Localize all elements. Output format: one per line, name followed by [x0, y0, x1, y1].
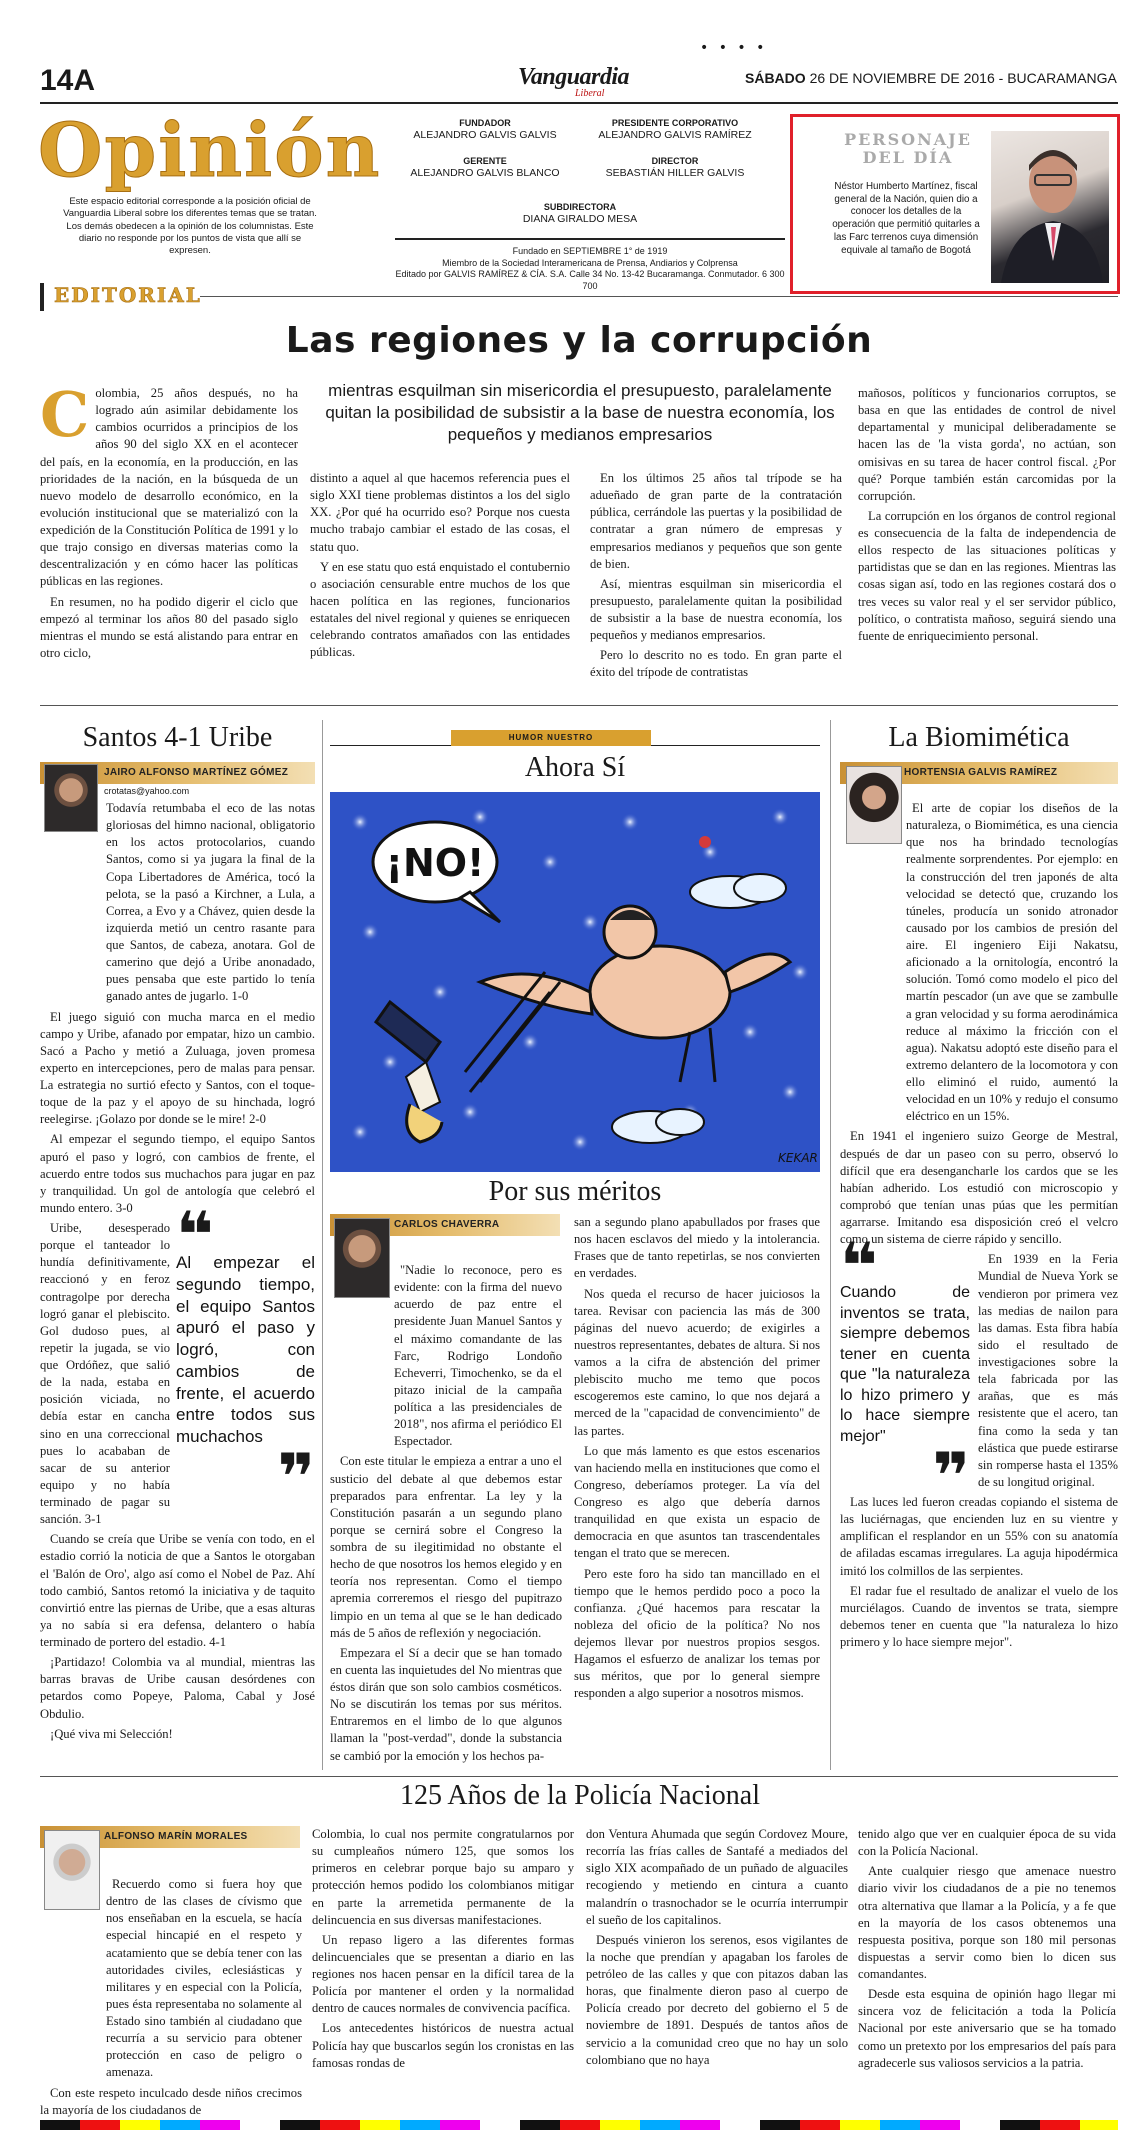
- santos-paragraph: Al empezar el segundo tiempo, el equipo Santos apuró el paso y logró, con cambios de frente, el acuerdo entre todos sus muchachos para jugar en paz y tranquilidad. Un gol de antología que celebró el mundo entero. 3-0: [40, 1132, 315, 1215]
- staff-role: SUBDIRECTORA: [543, 202, 617, 212]
- section-divider: [40, 1776, 1118, 1777]
- speech-bubble-text: ¡NO!: [385, 841, 485, 885]
- header-rule: [40, 102, 1118, 104]
- close-quote-icon: ❞: [277, 1440, 315, 1515]
- santos-paragraph: ¡Partidazo! Colombia va al mundial, mientras las barras bravas de Uribe causan desórdenes con petardos como Popeye, Paloma, Cabal y José Obdulio.: [40, 1655, 315, 1721]
- policia-paragraph: Colombia, lo cual nos permite congratularnos por su cumpleaños número 125, que somos los primeros en celebrar porque bajo su amparo y protección hemos podido los colombianos mitigar en parte la arremetida permanente de la delincuencia en sus diversas manifestaciones.: [312, 1827, 574, 1927]
- cartoon-illustration: [330, 792, 820, 1172]
- meritos-column-1: [330, 1262, 562, 1768]
- meritos-paragraph: Empezara el Sí a decir que se han tomado en cuenta las inquietudes del No mientras que éstos dirán que son solo cambios cosméticos. No se discutirán los temas por sus méritos. Entraremos en el limbo de lo que algunos llaman la "post-verdad", donde la substancia se cambió por la emoción y los hechos pa-: [330, 1645, 562, 1763]
- staff-fundador: [380, 118, 590, 142]
- santos-paragraph: Cuando se creía que Uribe se venía con todo, en el estadio corrió la noticia de que a Santos le otorgaban el 'Balón de Oro', algo así como el Nobel de Paz. Ahí todo cambió, Santos retomó la iniciativa y de taquito convirtió entre las piernas de Uribe, que a esas alturas ya no sabía si era defensa, delantero o había terminado de portero del estadio. 4-1: [40, 1532, 315, 1649]
- spark: [699, 836, 711, 848]
- staff-name: ALEJANDRO GALVIS BLANCO: [410, 167, 560, 180]
- policia-paragraph: Un repaso ligero a las diferentes formas delincuenciales que se presentan a diario en las regiones nos hacen pensar en la difícil tarea de la Policía por mantener el orden y la normalidad dentro de cauces normales de convivencia pacífica.: [312, 1932, 574, 2016]
- policia-paragraph: Después vinieron los serenos, esos vigilantes de la noche que prendían y apagaban los faroles de petróleo de las calles y que con pitazos daban las horas, que finalmente dieron paso al cuerpo de Policía creado por decreto del gobierno el 5 de noviembre de 1891. Después de tantos años de servicio a la comunidad creo que no hay un solo colombiano que no haya: [586, 1932, 848, 2067]
- santos-p4-wrap: [40, 1199, 315, 1531]
- editorial-paragraph: distinto a aquel al que hacemos referencia pues el siglo XXI tiene problemas distintos a los del siglo XX. ¿Por qué ha ocurrido eso? Porque nos cuesta mucho trabajo cambiar el estado de las cosas, el statu quo.: [310, 471, 570, 554]
- personaje-title: PERSONAJE DEL DÍA: [844, 130, 972, 167]
- editorial-rule: [200, 296, 1118, 297]
- editorial-paragraph: Pero lo descrito no es todo. En gran parte el éxito del trípode de contratistas: [590, 648, 842, 680]
- pullquote-santos: [176, 1199, 315, 1531]
- meritos-paragraph: Pero este foro ha sido tan mancillado en el tiempo que le hemos perdido poco a poco la confianza. ¿Qué hacemos para rescatar la nobleza del oficio de la política? No nos dejemos llevar por nuestros propios sesgos. Hagamos el esfuerzo de analizar los temas por sus méritos, que por lo general siempre responden a algo superior a nosotros mismos.: [574, 1566, 820, 1701]
- biomimetica-column: [840, 800, 1118, 1654]
- staff-subdirectora: [475, 202, 685, 226]
- section-title: Opinión: [38, 108, 382, 194]
- policia-paragraph: Desde esta esquina de opinión hago llegar mi sincera voz de felicitación a toda la Policía Nacional por este aniversario que se ha tomado como un pretexto por los empresarios del país para agradecerle sus valiosos servicios a la patria.: [858, 1987, 1116, 2070]
- staff-role: GERENTE: [463, 156, 507, 166]
- byline-policia: ALFONSO MARÍN MORALES: [40, 1826, 300, 1848]
- cartoon-title: Ahora Sí: [524, 752, 626, 783]
- speech-bubble: [373, 822, 500, 922]
- staff-role: PRESIDENTE CORPORATIVO: [611, 118, 739, 128]
- biomimetica-paragraph: El arte de copiar los diseños de la naturaleza, o Biomimética, es una ciencia que nos ha brindado tecnologías realmente sorprendentes. Por ejemplo: en la construcción del tren japonés de alta velocidad se detectó que, cruzando los túneles, producía un sonido atronador causado por los cambios de presión del aire. El ingeniero Eiji Nakatsu, aficionado a la ornitología, encontró la solución. Tomó como modelo el pico del martín pescador (un ave que se zambulle a gran velocidad y su forma aerodinámica reduce al máximo la fricción con el agua). Nakatsu adoptó este diseño para el extremo delantero de la locomotora y con ello eliminó el ruido, aumentó la velocidad en un 10% y redujo el consumo eléctrico en un 15%.: [906, 801, 1118, 1124]
- column-title-meritos: Por sus méritos: [488, 1176, 662, 1207]
- page-number: 14A: [40, 64, 96, 97]
- biomimetica-paragraph: El radar fue el resultado de analizar el vuelo de los murciélagos. Cuando de inventos se trata, siempre debemos tener en cuenta que "la naturaleza lo hizo primero y lo hace siempre mejor".: [840, 1583, 1118, 1649]
- pullquote-text: Al empezar el segundo tiempo, el equipo Santos apuró el paso y logró, con cambios de frente, el acuerdo entre todos sus muchachos: [176, 1253, 315, 1446]
- column-divider: [830, 720, 831, 1770]
- santos-paragraph: Uribe, desesperado porque el tanteador lo hundía definitivamente, reaccionó y en feroz contragolpe por derecha logró ganar el plebiscito. Gol dudoso pues, al repetir la jugada, se vio que Ordóñez, que salió de la nada, estaba en posición viciada, no debía estar en cancha sino en una correccional pues lo acababan de sacar de su anterior equipo y no había terminado de pagar su sanción. 3-1: [40, 1221, 170, 1527]
- paragraph-text: olombia, 25 años después, no ha logrado aún asimilar debidamente los cambios ocurridos a principios de los años 90 del siglo XX en el acontecer del país, en la economía, en la producción, en las prioridades de la nación, en la búsqueda de un nuevo modelo de desarrollo económico, en la evolución institucional que se materializó con la expedición de la Constitución Política de 1991 y lo que trajo consigo en diversas materias como la descentralización y en cómo hacer las políticas públicas en las regiones.: [40, 386, 298, 589]
- column-title-biomimetica: La Biomimética: [888, 722, 1070, 753]
- editorial-paragraph: En resumen, no ha podido digerir el ciclo que empezó al terminar los años 80 del pasado siglo mientras el mundo se está alistando para entrar en otro ciclo,: [40, 594, 298, 660]
- meritos-paragraph: Nos queda el recurso de hacer juiciosos la tarea. Revisar con paciencia las más de 300 páginas del nuevo acuerdo; de exigirles a nuestros representantes, debates de altura. Si nos vamos a la cifra de abstención del primer plebiscito mucho me temo que pocos escogeremos este camino, lo que nos dejará a merced de la "capacidad de convencimiento" de las partes.: [574, 1286, 820, 1438]
- column-title-policia: 125 Años de la Policía Nacional: [399, 1780, 761, 1811]
- pullquote-biomimetica: [840, 1230, 970, 1514]
- meritos-paragraph: Lo que más lamento es que estos escenarios van haciendo mella en instituciones que como el Congreso, deberíamos proteger. La vía del Congreso es algo que debería darnos tranquilidad en que exista un espacio de democracia en que asuntos tan trascendentales tengan el trato que se merecen.: [574, 1443, 820, 1561]
- meritos-column-2: [574, 1214, 820, 1706]
- personaje-del-dia-box: [790, 114, 1120, 294]
- policia-column-2: [312, 1826, 574, 2075]
- humor-tag: HUMOR NUESTRO: [451, 730, 651, 746]
- policia-column-1: [40, 1876, 302, 2122]
- founding-line: Fundado en SEPTIEMBRE 1° de 1919: [512, 246, 668, 256]
- biomimetica-paragraph: En 1941 el ingeniero suizo George de Mestral, después de dar un paseo con su perro, observó lo difícil que era desengancharle los cardos que se les habían adherido. Los estudió con microscopio y comprobó que tenían unas púas que les permitían agarrarse. Imitando esa disposición creó el velcro como un sistema de cierre rápido y sencillo.: [840, 1129, 1118, 1247]
- founding-info: [395, 246, 785, 293]
- staff-director: [570, 156, 780, 180]
- santos-column: [40, 800, 315, 1746]
- policia-paragraph: Con este respeto inculcado desde niños crecimos la mayoría de los ciudadanos de: [40, 2085, 302, 2117]
- pullquote-text: Cuando de inventos se trata, siempre debemos tener en cuenta que "la naturaleza lo hizo primero y lo hace siempre mejor": [840, 1284, 970, 1445]
- section-divider: [40, 705, 1118, 706]
- editorial-column-2: [310, 470, 570, 664]
- policia-column-4: [858, 1826, 1116, 2075]
- santos-paragraph: El juego siguió con mucha marca en el medio campo y Uribe, afanado por empatar, hizo un cambio. Sacó a Pacho y metió a Zuluaga, joven promesa experto en intercepciones, pero de malas para pensar. La estrategia no surtió efecto y Santos, con el toque-toque de la paz y el apoyo de su hinchada, logró reelegirse. ¡Golazo por donde se le mire! 2-0: [40, 1009, 315, 1127]
- staff-name: ALEJANDRO GALVIS RAMÍREZ: [598, 129, 752, 142]
- open-quote-icon: ❝: [176, 1199, 214, 1273]
- staff-name: ALEJANDRO GALVIS GALVIS: [413, 129, 557, 142]
- byline-biomimetica: HORTENSIA GALVIS RAMÍREZ: [840, 762, 1118, 784]
- editorial-paragraph: Así, mientras esquilman sin misericordia el presupuesto, paralelamente quitan la posibilidad de subsistir a la base de nuestra economía, los pequeños y medianos empresarios.: [590, 576, 842, 643]
- editorial-headline: Las regiones y la corrupción: [285, 320, 873, 361]
- personaje-photo: [991, 131, 1109, 283]
- editorial-deck: mientras esquilman sin misericordia el presupuesto, paralelamente quitan la posibilidad de subsistir a la base de nuestra economía, los pequeños y medianos empresarios: [325, 381, 835, 445]
- editorial-tag: EDITORIAL: [40, 283, 198, 311]
- drop-cap: C: [40, 378, 90, 451]
- editorial-paragraph: En los últimos 25 años tal trípode se ha adueñado de gran parte de la contratación pública, cerrándole las puertas y la posibilidad de contratar a gran número de empresas y empresarios medianos y pequeños que son gente de bien.: [590, 471, 842, 571]
- print-color-bar: [40, 2120, 1118, 2130]
- dateline: SÁBADO 26 DE NOVIEMBRE DE 2016 - BUCARAMANGA: [745, 70, 1117, 86]
- staff-role: DIRECTOR: [651, 156, 699, 166]
- cartoonist-signature: KEKAR: [778, 1151, 818, 1165]
- editorial-paragraph: Y en ese statu quo está enquistado el contubernio o asociación censurable entre muchos de los que hacen política en las regiones, funcionarios estatales del nivel regional y quienes se enriquecen celebrando contratos amañados con las entidades públicas.: [310, 559, 570, 660]
- staff-divider: [395, 238, 785, 240]
- editorial-paragraph: [40, 378, 298, 591]
- policia-paragraph: don Ventura Ahumada que según Cordovez Moure, recorría las frías calles de Santafé a mediados del siglo XIX acompañado de un puñado de alguaciles recogiendo y metiendo en cintura a cuanto malandrín o trasnochador se le ocurría interrumpir el sueño de los capitalinos.: [586, 1827, 848, 1927]
- byline-santos: JAIRO ALFONSO MARTÍNEZ GÓMEZ: [40, 762, 315, 784]
- policia-column-3: [586, 1826, 848, 2072]
- founding-line: Miembro de la Sociedad Interamericana de Prensa, Andiarios y Colprensa: [442, 257, 738, 268]
- editorial-column-3: [590, 470, 842, 685]
- editorial-column-1: [40, 378, 298, 665]
- close-quote-icon: ❞: [932, 1440, 970, 1514]
- biomimetica-paragraph: Las luces led fueron creadas copiando el sistema de las luciérnagas, que encienden luz en su vientre y amplifican el resplandor en un 55% con su anatomía de afiladas escamas irregulares. La aguja hipodérmica imitó los colmillos de las serpientes.: [840, 1495, 1118, 1578]
- editorial-column-4: [858, 385, 1116, 648]
- registration-dots: • • • •: [700, 40, 768, 56]
- meritos-paragraph: san a segundo plano apabullados por frases que nos hacen esclavos del miedo y la intolerancia. Frases que de tanto repetirlas, se nos convierten en verdades.: [574, 1215, 820, 1281]
- santos-paragraph: ¡Qué viva mi Selección!: [50, 1726, 173, 1741]
- biomimetica-paragraph: En 1939 en la Feria Mundial de Nueva York se vendieron por primera vez las medias de nailon para las damas. Esta fibra había sido el resultado de investigaciones sobre la tela fabricada por las arañas, que es más resistente que el acero, tan fina como la seda y tan elástica que puede estirarse sin romperse hasta el 135% de su longitud original.: [978, 1252, 1118, 1489]
- personaje-text: Néstor Humberto Martínez, fiscal general de la Nación, quien dio a conocer los detalles de la operación que permitió quitarles a las Farc terrenos cuya dimensión equivale al tamaño de Bogotá: [832, 181, 980, 256]
- staff-role: FUNDADOR: [459, 118, 511, 128]
- byline-meritos: CARLOS CHAVERRA: [330, 1214, 560, 1236]
- meritos-paragraph: "Nadie lo reconoce, pero es evidente: con la firma del nuevo acuerdo de paz entre el presidente Juan Manuel Santos y el máximo comandante de las Farc, Rodrigo Londoño Echeverri, Timochenko, se da el pitazo inicial de la campaña política a las presidenciales de 2018", nos afirma el periódico El Espectador.: [394, 1263, 562, 1449]
- meritos-paragraph: Con este titular le empieza a entrar a uno el susticio del debate al que debemos estar preparados para enfrentar. La ley y la Constitución pasarán a un segundo plano porque se cernirá sobre el Congreso la sombra de su ilegitimidad no obstante el hecho de que nosotros los hemos elegido y en teoría nos representan. Como el tiempo apremia correremos el riesgo del pupitrazo limpio en un tema al que se le han dedicado más de 5 años de reflexión y negociación.: [330, 1454, 562, 1640]
- author-email: crotatas@yahoo.com: [104, 786, 190, 796]
- editorial-paragraph: La corrupción en los órganos de control regional es consecuencia de la falta de independencia de ellos respecto de las situaciones políticas y partidistas que se dan en las regiones. Mientras las cosas sigan así, todo en las regiones costará dos o tres veces su valor real y el ser servidor público, político, o contratista mañoso, seguirá siendo una fuente de enriquecimiento personal.: [858, 508, 1116, 643]
- staff-presidente: [570, 118, 780, 142]
- open-quote-icon: ❝: [840, 1230, 878, 1305]
- falling-arm: [376, 1002, 442, 1142]
- santos-paragraph: Todavía retumbaba el eco de las notas gloriosas del himno nacional, obligatorio en los actos protocolarios, cuando Santos, como si ya jugara la final de la Copa Libertadores de América, tocó la pelota, se la pasó a Kirchner, a Lula, a Correa, a Evo y a Chávez, quien desde la izquierda metió un centro rasante para que Santos, de cabeza, anotara. Gol de camerino que dejó a Uribe anonadado, pues pensaba que este partido lo tenía ganado antes de jugarlo. 1-0: [106, 801, 315, 1004]
- masthead-sub: Liberal: [575, 88, 605, 99]
- staff-name: SEBASTIÁN HILLER GALVIS: [605, 167, 745, 180]
- staff-gerente: [380, 156, 590, 180]
- column-divider: [322, 720, 323, 1770]
- policia-paragraph: Recuerdo como si fuera hoy que dentro de las clases de cívismo que nos enseñaban en la escuela, se hacía especial hincapié en el respeto y acatamiento que se debía tener con las autoridades civiles, eclesiásticas y militares y en especial con la Policía, pues ésta representaba no solamente al Estado sino también al ciudadano que recurría a su servicio para obtener protección en caso de peligro o amenaza.: [106, 1877, 302, 2080]
- staff-name: DIANA GIRALDO MESA: [522, 213, 638, 226]
- editorial-disclaimer: Este espacio editorial corresponde a la posición oficial de Vanguardia Liberal sobre los diferentes temas que se tratan. Los demás obedecen a la opinión de los columnistas. Este diario no responde por los puntos de vista que allí se expresen.: [63, 196, 317, 257]
- founding-line: Editado por GALVIS RAMÍREZ & CÍA. S.A. Calle 34 No. 13-42 Bucaramanga. Conmutador. 6 300 700: [395, 269, 785, 292]
- policia-paragraph: Ante cualquier riesgo que amenace nuestro diario vivir los ciudadanos de a pie no tenemos otra alternativa que llamar a la Policía, y a fe que en la mayoría de los casos obtenemos una respuesta positiva, porque son 180 mil personas dispuestas a servir como bien lo dicen sus comandantes.: [858, 1864, 1116, 1981]
- policia-paragraph: Los antecedentes históricos de nuestra actual Policía hay que buscarlos según los cronistas en las famosas rondas de: [312, 2021, 574, 2070]
- masthead-logo: Vanguardia: [518, 64, 630, 90]
- policia-paragraph: tenido algo que ver en cualquier época de su vida con la Policía Nacional.: [858, 1827, 1116, 1859]
- editorial-paragraph: mañosos, políticos y funcionarios corruptos, se basa en que las entidades de control de nivel departamental y municipal deliberadamente se hacen las de 'la vista gorda', no actúan, son omisivas en su tarea de hacer control fiscal. ¿Por qué? Porque también están carcomidas por la corrupción.: [858, 386, 1116, 503]
- column-title-santos: Santos 4-1 Uribe: [82, 722, 273, 753]
- biomimetica-quote-wrap: [840, 1230, 1118, 1514]
